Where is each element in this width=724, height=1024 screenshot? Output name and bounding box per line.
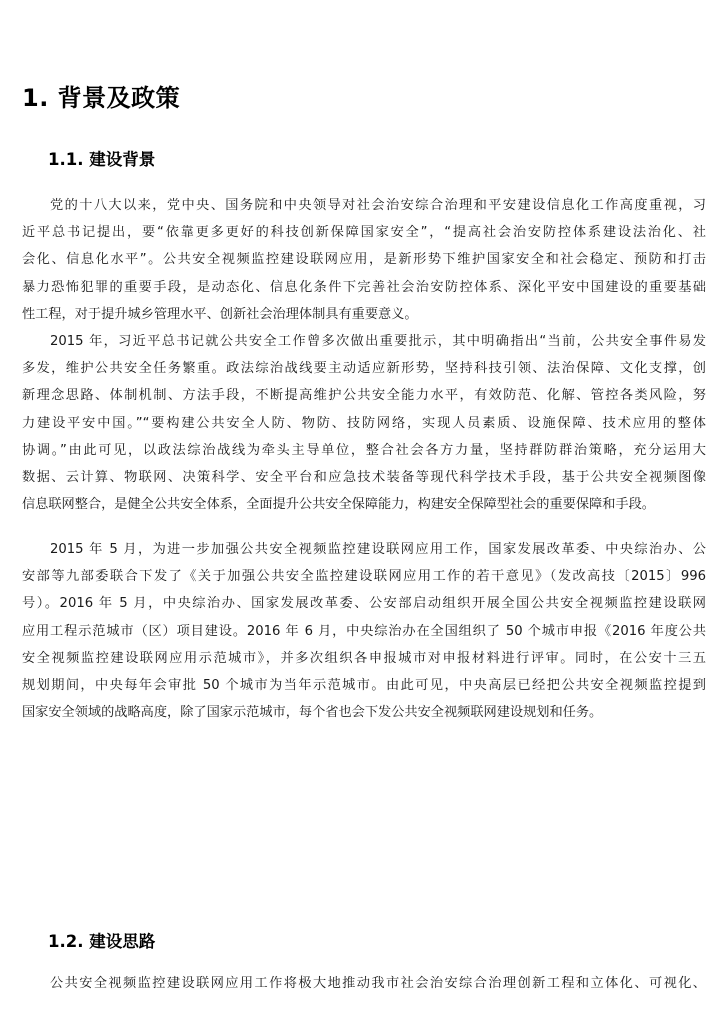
chapter-heading: 1. 背景及政策 [22,84,181,112]
text-line: 力建设平安中国。”“要构建公共安全人防、物防、技防网络，实现人员素质、设施保障、技术应用的整体 [22,415,706,431]
text-line: 数据、云计算、物联网、决策科学、安全平台和应急技术装备等现代科学技术手段，基于公共安全视频图像 [22,469,706,485]
text-line: 公共安全视频监控建设联网应用工作将极大地推动我市社会治安综合治理创新工程和立体化、可视化、 [50,976,706,991]
paragraph [22,192,706,328]
text-line: 协调。”由此可见，以政法综治战线为牵头主导单位，整合社会各方力量，坚持群防群治策略，充分运用大 [22,442,706,458]
text-line: 国家安全领域的战略高度，除了国家示范城市，每个省也会下发公共安全视频联网建设规划和任务。 [22,705,603,721]
text-line: 新理念思路、体制机制、方法手段，不断提高维护公共安全能力水平，有效防范、化解、管控各类风险，努 [22,388,706,404]
text-line: 应用工程示范城市（区）项目建设。2016 年 6 月，中央综治办在全国组织了 50 个城市申报《2016 年度公共 [22,623,706,639]
text-line: 会化、信息化水平”。公共安全视频监控建设联网应用，是新形势下维护国家安全和社会稳定、预防和打击 [22,252,706,268]
paragraph [22,970,706,997]
paragraph [22,536,706,726]
text-line: 党的十八大以来，党中央、国务院和中央领导对社会治安综合治理和平安建设信息化工作高度重视，习 [50,198,706,213]
text-line: 性工程，对于提升城乡管理水平、创新社会治理体制具有重要意义。 [22,306,418,322]
section-heading-approach: 1.2. 建设思路 [48,932,156,951]
text-line: 暴力恐怖犯罪的重要手段，是动态化、信息化条件下完善社会治安防控体系、深化平安中国建设的重要基础 [22,279,706,295]
text-line: 安部等九部委联合下发了《关于加强公共安全监控建设联网应用工作的若干意见》（发改高技〔2015〕996 [22,569,706,585]
text-line: 2015 年，习近平总书记就公共安全工作曾多次做出重要批示，其中明确指出“当前，公共安全事件易发 [50,334,706,349]
text-line: 2015 年 5 月，为进一步加强公共安全视频监控建设联网应用工作，国家发展改革委、中央综治办、公 [50,542,706,557]
text-line: 信息联网整合，是健全公共安全体系，全面提升公共安全保障能力，构建安全保障型社会的重要保障和手段。 [22,497,655,513]
section-heading-background: 1.1. 建设背景 [48,150,156,169]
text-line: 近平总书记提出，要“依靠更多更好的科技创新保障国家安全”，“提高社会治安防控体系建设法治化、社 [22,225,706,241]
text-line: 安全视频监控建设联网应用示范城市》，并多次组织各申报城市对申报材料进行评审。同时，在公安十三五 [22,650,706,666]
text-line: 号）。2016 年 5 月，中央综治办、国家发展改革委、公安部启动组织开展全国公共安全视频监控建设联网 [22,596,706,612]
text-line: 多发，维护公共安全任务繁重。政法综治战线要主动适应新形势，坚持科技引领、法治保障、文化支撑，创 [22,361,706,377]
paragraph [22,328,706,518]
text-line: 规划期间，中央每年会审批 50 个城市为当年示范城市。由此可见，中央高层已经把公共安全视频监控提到 [22,677,706,693]
